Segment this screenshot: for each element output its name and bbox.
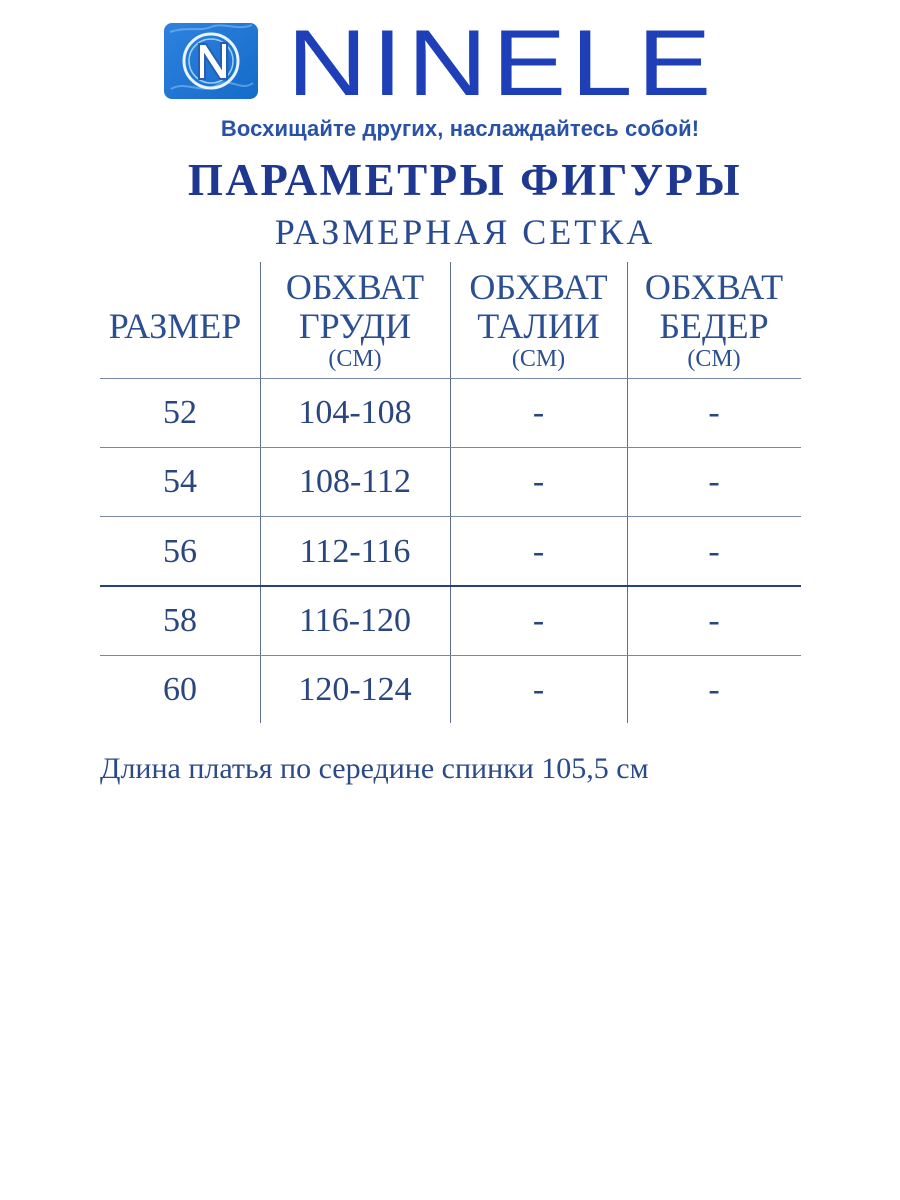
header-waist-line-2: ТАЛИИ bbox=[477, 306, 600, 346]
table-row bbox=[100, 448, 801, 516]
header-chest bbox=[260, 268, 450, 372]
header-chest-line-2: ГРУДИ bbox=[298, 306, 412, 346]
hips-cell: - bbox=[708, 602, 720, 639]
size-cell: 60 bbox=[163, 671, 197, 708]
table-row-divider bbox=[100, 516, 801, 517]
size-cell: 56 bbox=[163, 533, 197, 570]
header-waist bbox=[450, 268, 627, 372]
waist-cell: - bbox=[532, 602, 545, 639]
size-cell: 52 bbox=[163, 394, 197, 431]
chest-cell: 112-116 bbox=[299, 533, 411, 570]
header-hips-line-1: ОБХВАТ bbox=[644, 267, 784, 307]
table-row bbox=[100, 587, 801, 655]
table-row bbox=[100, 518, 801, 586]
waist-cell: - bbox=[532, 463, 545, 500]
dress-length-note: Длина платья по середине спинки 105,5 см bbox=[100, 752, 649, 785]
table-row bbox=[100, 379, 801, 447]
table-row bbox=[100, 656, 801, 724]
hips-cell: - bbox=[708, 533, 720, 570]
waist-cell: - bbox=[532, 671, 545, 708]
page-title: ПАРАМЕТРЫ ФИГУРЫ bbox=[187, 155, 743, 205]
waist-cell: - bbox=[532, 394, 545, 431]
brand-name: NINELE bbox=[287, 10, 717, 115]
page-subtitle: РАЗМЕРНАЯ СЕТКА bbox=[274, 212, 656, 252]
hips-cell: - bbox=[708, 671, 720, 708]
header-size: РАЗМЕР bbox=[108, 306, 242, 346]
ninele-n-logo-icon bbox=[163, 22, 259, 100]
hips-cell: - bbox=[708, 394, 720, 431]
chest-cell: 120-124 bbox=[298, 671, 412, 708]
chest-cell: 116-120 bbox=[298, 602, 412, 639]
chest-cell: 104-108 bbox=[298, 394, 412, 431]
brand-slogan: Восхищайте других, наслаждайтесь собой! bbox=[220, 116, 700, 141]
header-hips-unit: (СМ) bbox=[687, 346, 741, 372]
header-hips-line-2: БЕДЕР bbox=[659, 306, 769, 346]
header-chest-line-1: ОБХВАТ bbox=[285, 267, 425, 307]
header-chest-unit: (СМ) bbox=[328, 346, 382, 372]
header-waist-line-1: ОБХВАТ bbox=[469, 267, 608, 307]
logo-row bbox=[163, 10, 753, 115]
chest-cell: 108-112 bbox=[298, 463, 412, 500]
header-hips bbox=[627, 268, 801, 372]
header-waist-unit: (СМ) bbox=[511, 346, 566, 372]
waist-cell: - bbox=[532, 533, 545, 570]
size-cell: 58 bbox=[163, 602, 197, 639]
size-cell: 54 bbox=[163, 463, 197, 500]
hips-cell: - bbox=[708, 463, 720, 500]
